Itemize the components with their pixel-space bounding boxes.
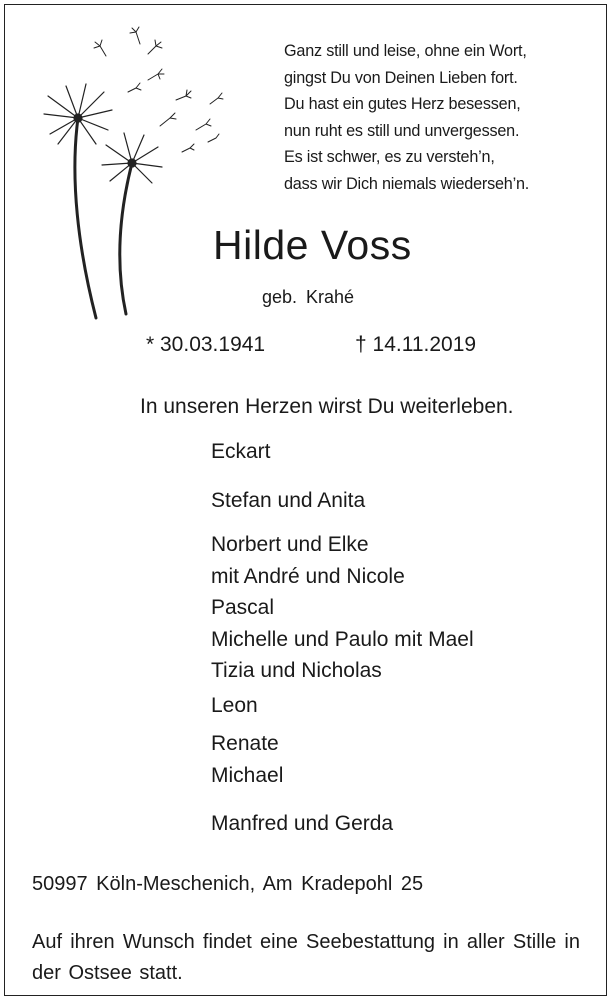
mourner-name: Pascal (211, 596, 275, 619)
death-date: † 14.11.2019 (355, 333, 477, 356)
mourner-group (211, 436, 474, 468)
poem-line: Es ist schwer, es zu versteh’n, (284, 148, 495, 167)
mourner-name: Michelle und Paulo mit Mael (211, 627, 474, 651)
mourners-list (211, 436, 474, 843)
mourner-group (211, 808, 474, 840)
mourner-name: Manfred und Gerda (211, 812, 394, 835)
poem (284, 38, 584, 198)
birth-date: * 30.03.1941 (146, 333, 266, 356)
mourner-name: Renate (211, 732, 279, 755)
memorial-tagline: In unseren Herzen wirst Du weiterleben. (140, 395, 514, 418)
mourner-name: Eckart (211, 440, 271, 463)
mourner-group (211, 529, 474, 687)
mourner-group (211, 690, 474, 722)
mourner-name: mit André und Nicole (211, 564, 405, 588)
mourner-name: Stefan und Anita (211, 488, 366, 512)
dandelion-illustration (30, 18, 230, 338)
poem-line: Ganz still und leise, ohne ein Wort, (284, 42, 527, 60)
poem-line: Du hast ein gutes Herz besessen, (284, 95, 521, 114)
poem-line: dass wir Dich niemals wiederseh’n. (284, 174, 530, 193)
mourner-group (211, 485, 474, 517)
mourner-name: Leon (211, 693, 258, 717)
poem-line: nun ruht es still und unvergessen. (284, 121, 520, 140)
mourner-name: Norbert und Elke (211, 533, 369, 556)
poem-line: gingst Du von Deinen Lieben fort. (284, 68, 518, 87)
maiden-name: geb. Krahé (262, 287, 355, 307)
funeral-note: Auf ihren Wunsch findet eine Seebestattung in aller Stille in der Ostsee statt. (32, 931, 580, 984)
deceased-name: Hilde Voss (213, 222, 412, 268)
address: 50997 Köln-Meschenich, Am Kradepohl 25 (32, 873, 424, 895)
mourner-name: Tizia und Nicholas (211, 659, 382, 682)
mourner-name: Michael (211, 763, 284, 787)
mourner-group (211, 728, 474, 791)
